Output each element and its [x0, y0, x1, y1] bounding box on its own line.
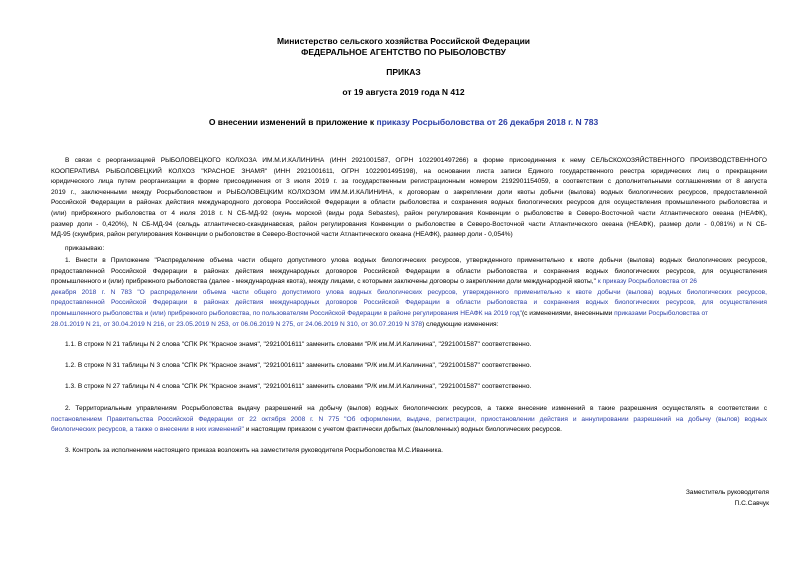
- decree-775-link-end[interactable]: биологических ресурсов, а также о внесении в них изменений": [51, 426, 244, 434]
- item-1-text: ) следующие изменения:: [422, 320, 499, 328]
- item-1-line: 1. Внести в Приложение "Распределение объема части общего допустимого улова водных биологических ресурсов, утвержденного применительно к квоте добычи (вылова) водных биологических ресурсов,: [65, 257, 767, 264]
- order-783-link-line[interactable]: декабря 2018 г. N 783 "О распределении объема части общего допустимого улова водных биологических ресурсов, утвержденного применительно к квоте добычи (вылова) водных биологических ресурсов,: [51, 288, 767, 296]
- order-783-link[interactable]: к приказу Росрыболовства от 26: [597, 278, 697, 286]
- preamble-line: Российской Федерации в районах действия международного договора Российской Федерации в области рыболовства и сохранения водных биологических ресурсов для осуществления промышленного рыболовства и: [51, 199, 767, 207]
- order-783-link-line[interactable]: предоставленной Российской Федерации в районах действия международных договоров Российской Федерации в области рыболовства и сохранения водных биологических ресурсов, для осуществления: [51, 299, 767, 307]
- item-1-text: (с изменениями, внесенными: [521, 309, 613, 317]
- item-2-text: и настоящим приказом с учетом фактически добытых (выловленных) водных биологических ресурсов.: [243, 426, 562, 434]
- preamble: [51, 156, 767, 241]
- item-3: [51, 446, 767, 457]
- preamble-line: юридического лица путем реорганизации в форме присоединения от 3 июля 2019 г. за государственным регистрационным номером 2192901154059, в соответствии с дополнительными соглашениями от 8 августа: [51, 178, 767, 186]
- subitem-text: 1.1. В строке N 21 таблицы N 2 слова "СПК РК "Красное знамя", "2921001611" заменить словами "Р/К им.М.И.Калинина", "2921001587" соответственно.: [65, 341, 532, 348]
- doc-title: [0, 117, 807, 127]
- preamble-line: размер доли - 0,420%), N СБ-МД-94 (сельдь атлантическо-скандинавская, район регулирования Конвенции о рыболовстве в Северо-Восточной части Атлантического океана (НЕАФК), размер доли - 0,081%) и N СБ-: [51, 220, 767, 228]
- order-word-block: [51, 244, 767, 255]
- signature-position: Заместитель руководителя: [685, 489, 769, 496]
- agency-name: ФЕДЕРАЛЬНОЕ АГЕНТСТВО ПО РЫБОЛОВСТВУ: [301, 47, 506, 57]
- doc-date-number: от 19 августа 2019 года N 412: [342, 87, 465, 97]
- order-word: приказываю:: [65, 245, 105, 252]
- item-1-line: [51, 309, 767, 320]
- preamble-line: МД-95 (скумбрия, район регулирования Конвенции о рыболовстве в Северо-Восточной части Атлантического океана (НЕАФК), размер доли - 0,054%): [51, 231, 513, 239]
- signature-name: П.С.Савчук: [734, 500, 769, 507]
- subitem-1-2: [51, 361, 767, 372]
- amending-orders-list-link[interactable]: 28.01.2019 N 21, от 30.04.2019 N 216, от 23.05.2019 N 253, от 06.06.2019 N 275, от 24.06.2019 N 310, от 30.07.2019 N 378: [51, 320, 423, 328]
- subitem-1-1: [51, 340, 767, 351]
- amending-orders-link[interactable]: приказами Росрыболовства от: [614, 309, 709, 317]
- item-2: [51, 404, 767, 436]
- doc-title-prefix: О внесении изменений в приложение к: [208, 117, 377, 127]
- preamble-line: (или) прибрежного рыболовства от 4 июля 2018 г. N СБ-МД-92 (окунь морской (виды рода Sebastes), район регулирования Конвенции о рыболовстве в Северо-Восточной части Атлантического океана (НЕАФК),: [51, 209, 767, 217]
- order-783-link-end[interactable]: промышленного рыболовства и (или) прибрежного рыболовства, по пользователям Российской Федерации в районе регулирования НЕАФК на 2019 год": [51, 309, 522, 317]
- item-2-line: 2. Территориальным управлениям Росрыболовства выдачу разрешений на добычу (вылов) водных биологических ресурсов, а также внесение изменений в такие разрешения осуществлять в соответствии с: [65, 405, 767, 412]
- preamble-line: 2019 г., заключенными между Росрыболовством и РЫБОЛОВЕЦКИМ КОЛХОЗОМ ИМ.М.И.КАЛИНИНА, к договорам о закреплении доли квоты добычи (вылова) водных биологических ресурсов, предоставленной: [51, 188, 767, 196]
- decree-775-link[interactable]: постановлением Правительства Российской Федерации от 22 октября 2008 г. N 775 "Об оформлении, выдаче, регистрации, приостановлении действия и аннулировании разрешений на добычу (вылов) водных: [51, 415, 767, 423]
- item-1-line: предоставленной Российской Федерации в районах действия международных договоров Российской Федерации в области рыболовства и сохранения водных биологических ресурсов, для осуществления: [51, 267, 767, 275]
- item-1-line: [51, 277, 767, 288]
- item-1-line: [51, 320, 767, 331]
- item-3-text: 3. Контроль за исполнением настоящего приказа возложить на заместителя руководителя Росрыболовства М.С.Иванника.: [65, 447, 444, 454]
- ministry-name: Министерство сельского хозяйства Российской Федерации: [276, 36, 531, 46]
- subitem-text: 1.2. В строке N 31 таблицы N 3 слова "СПК РК "Красное знамя", "2921001611" заменить словами "Р/К им.М.И.Калинина", "2921001587" соответственно.: [65, 362, 532, 369]
- preamble-line: В связи с реорганизацией РЫБОЛОВЕЦКОГО КОЛХОЗА ИМ.М.И.КАЛИНИНА (ИНН 2921001587, ОГРН 1022901497266) в форме присоединения к нему СЕЛЬСКОХОЗЯЙСТВЕННОГО ПРОИЗВОДСТВЕННОГО: [65, 157, 767, 164]
- item-1: [51, 256, 767, 330]
- doc-type: ПРИКАЗ: [386, 67, 421, 77]
- item-1-text: промышленного и (или) прибрежного рыболовства (далее - международная квота), между лицами, с которыми заключены договоры о закреплении доли международной квоты,": [51, 278, 596, 286]
- subitem-text: 1.3. В строке N 27 таблицы N 4 слова "СПК РК "Красное знамя", "2921001611" заменить словами "Р/К им.М.И.Калинина", "2921001587" соответственно.: [65, 383, 532, 390]
- item-2-line: [51, 425, 767, 436]
- preamble-line: КООПЕРАТИВА РЫБОЛОВЕЦКИЙ КОЛХОЗ "КРАСНОЕ ЗНАМЯ" (ИНН 2921001611, ОГРН 1022901495198), на основании листа записи Единого государственного реестра юридических лиц о прекращении: [51, 167, 767, 175]
- subitem-1-3: [51, 382, 767, 393]
- doc-title-link[interactable]: приказу Росрыболовства от 26 декабря 2018 г. N 783: [376, 117, 599, 127]
